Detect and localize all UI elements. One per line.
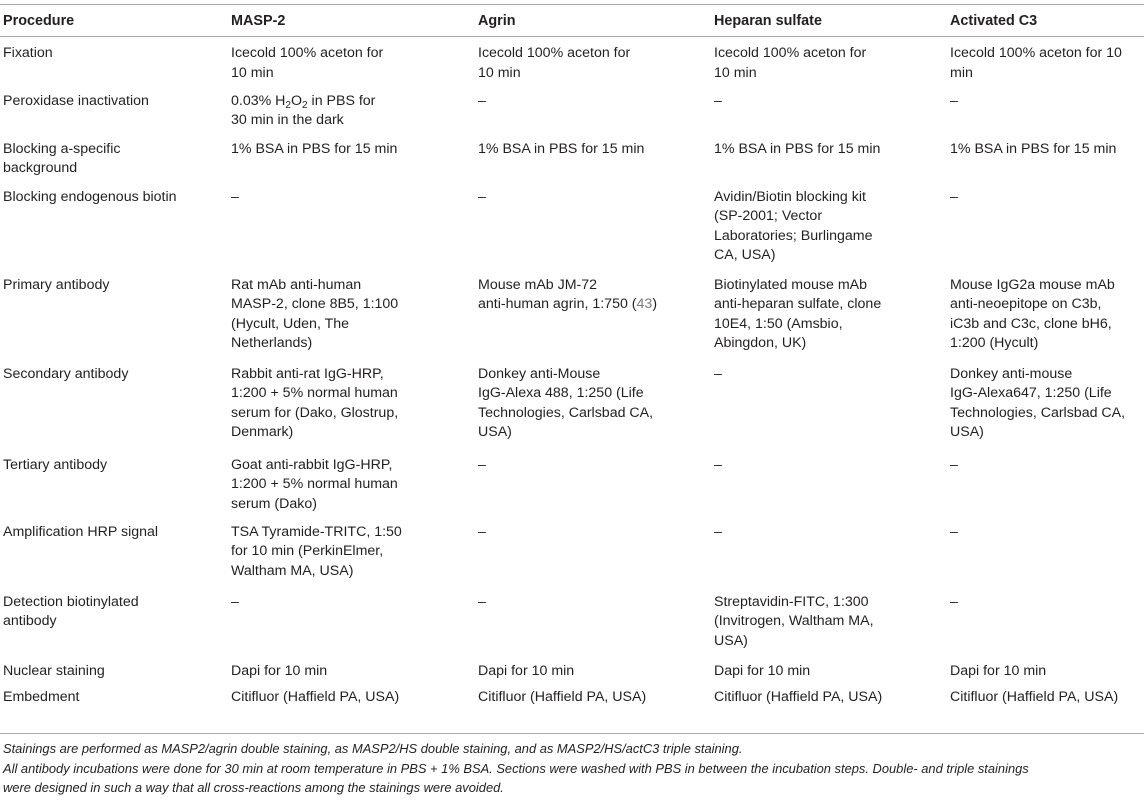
cell-line: 10E4, 1:50 (Amsbio, [714, 315, 843, 332]
cell-line: Waltham MA, USA) [231, 562, 354, 579]
cell-heparan-sulfate [711, 133, 947, 181]
cell-agrin [475, 586, 711, 655]
cell-activated-c3 [947, 516, 1144, 586]
cell-line: (Hycult, Uden, The [231, 315, 350, 332]
cell-line: for 10 min (PerkinElmer, [231, 543, 384, 559]
cell-line: Citifluor (Haffield PA, USA) [231, 689, 400, 705]
cell-procedure [0, 181, 228, 269]
cell-procedure [0, 681, 228, 708]
cell-line: CA, USA) [714, 247, 776, 263]
cell-heparan-sulfate [711, 358, 947, 449]
cell-activated-c3 [947, 358, 1144, 449]
cell-procedure [0, 358, 228, 449]
table-row [0, 133, 1144, 181]
cell-agrin [475, 655, 711, 682]
footnote-line: All antibody incubations were done for 30 min at room temperature in PBS + 1% BSA. Sections were washed with PBS in between the incubation steps. Double- and triple stainings [3, 760, 1029, 776]
cell-line: – [950, 92, 958, 109]
header-heparan-sulfate: Heparan sulfate [711, 5, 947, 37]
cell-line: serum for (Dako, Glostrup, [231, 404, 399, 421]
cell-line: – [478, 523, 486, 540]
table-row [0, 181, 1144, 269]
cell-line: – [714, 92, 722, 109]
cell-agrin [475, 85, 711, 133]
cell-line: – [478, 188, 486, 205]
cell-procedure [0, 269, 228, 358]
cell-activated-c3 [947, 681, 1144, 708]
cell-activated-c3 [947, 85, 1144, 133]
cell-procedure [0, 516, 228, 586]
cell-activated-c3 [947, 449, 1144, 516]
table-bottom-rule [0, 733, 1144, 734]
agrin-dilution-suffix: ) [652, 296, 658, 312]
cell-line: Goat anti-rabbit IgG-HRP, [231, 456, 393, 473]
table-body [0, 37, 1144, 708]
cell-line: Primary antibody [3, 276, 110, 293]
footnote [3, 739, 1143, 759]
table-row [0, 85, 1144, 133]
cell-masp2 [228, 133, 475, 181]
cell-line: IgG-Alexa 488, 1:250 (Life [478, 385, 644, 401]
cell-line: 1:200 + 5% normal human [231, 385, 398, 401]
cell-heparan-sulfate [711, 269, 947, 358]
cell-line: Citifluor (Haffield PA, USA) [478, 689, 647, 705]
cell-line: 1% BSA in PBS for 15 min [714, 140, 881, 157]
cell-line: (Invitrogen, Waltham MA, [714, 613, 874, 629]
table-row [0, 516, 1144, 586]
cell-line: Icecold 100% aceton for 10 [950, 45, 1122, 61]
peroxide-suffix: in PBS for [307, 92, 376, 109]
cell-procedure [0, 37, 228, 85]
cell-procedure [0, 133, 228, 181]
header-procedure: Procedure [0, 5, 228, 37]
agrin-dilution-text [478, 295, 711, 315]
footnote-line: Stainings are performed as MASP2/agrin double staining, as MASP2/HS double staining, and as MASP2/HS/actC3 triple staining. [3, 741, 743, 756]
cell-heparan-sulfate [711, 586, 947, 655]
cell-line: 10 min [714, 64, 757, 81]
header-activated-c3: Activated C3 [947, 5, 1144, 37]
footnote [3, 759, 1143, 798]
table-row [0, 358, 1144, 449]
cell-activated-c3 [947, 269, 1144, 358]
cell-line: Icecold 100% aceton for [231, 45, 384, 61]
cell-line: antibody [3, 613, 57, 629]
cell-line: USA) [714, 632, 748, 649]
cell-line: Nuclear staining [3, 662, 105, 679]
table-row [0, 269, 1144, 358]
cell-line: USA) [478, 424, 512, 440]
cell-line: Tertiary antibody [3, 456, 108, 473]
cell-line: Dapi for 10 min [714, 662, 811, 679]
cell-line: – [478, 92, 486, 109]
table-row [0, 655, 1144, 682]
cell-line: IgG-Alexa647, 1:250 (Life [950, 385, 1112, 401]
cell-line: Avidin/Biotin blocking kit [714, 188, 866, 205]
cell-line: Donkey anti-Mouse [478, 365, 601, 382]
peroxide-prefix: 0.03% H [231, 92, 286, 109]
cell-line: – [478, 593, 486, 610]
table-row [0, 586, 1144, 655]
cell-line: Blocking endogenous biotin [3, 188, 177, 205]
table-row [0, 449, 1144, 516]
staining-procedure-table [0, 4, 1144, 708]
cell-line: MASP-2, clone 8B5, 1:100 [231, 296, 399, 312]
cell-line: 30 min in the dark [231, 112, 344, 128]
cell-line: background [3, 160, 78, 176]
cell-line: – [950, 593, 958, 610]
cell-line: Netherlands) [231, 335, 313, 351]
cell-line: 1% BSA in PBS for 15 min [478, 140, 645, 157]
cell-line: Mouse IgG2a mouse mAb [950, 276, 1115, 293]
cell-masp2 [228, 358, 475, 449]
cell-masp2 [228, 681, 475, 708]
cell-heparan-sulfate [711, 181, 947, 269]
cell-agrin [475, 358, 711, 449]
cell-activated-c3 [947, 133, 1144, 181]
cell-agrin [475, 681, 711, 708]
cell-heparan-sulfate [711, 85, 947, 133]
cell-line: – [714, 523, 722, 540]
header-agrin: Agrin [475, 5, 711, 37]
cell-line: 1:200 (Hycult) [950, 335, 1039, 351]
cell-line: anti-neoepitope on C3b, [950, 296, 1102, 312]
cell-line: Biotinylated mouse mAb [714, 276, 867, 293]
header-masp2: MASP-2 [228, 5, 475, 37]
footnote-line: were designed in such a way that all cross-reactions among the stainings were avoided. [3, 780, 504, 795]
cell-line: Laboratories; Burlingame [714, 227, 873, 244]
cell-line: (SP-2001; Vector [714, 208, 823, 224]
cell-line: Blocking a-specific [3, 140, 121, 157]
cell-line: 1% BSA in PBS for 15 min [231, 140, 398, 157]
cell-line: Dapi for 10 min [478, 662, 575, 679]
cell-masp2 [228, 181, 475, 269]
cell-heparan-sulfate [711, 655, 947, 682]
cell-line: – [950, 523, 958, 540]
cell-line: Technologies, Carlsbad CA, [950, 404, 1126, 421]
cell-line: 1% BSA in PBS for 15 min [950, 140, 1117, 157]
cell-agrin [475, 516, 711, 586]
cell-heparan-sulfate [711, 449, 947, 516]
peroxide-subscript-o: 2 [302, 99, 308, 111]
cell-heparan-sulfate [711, 516, 947, 586]
cell-line: USA) [950, 424, 984, 440]
cell-line: Fixation [3, 45, 53, 61]
cell-heparan-sulfate [711, 681, 947, 708]
cell-line: Secondary antibody [3, 365, 129, 382]
cell-line: Rat mAb anti-human [231, 276, 362, 293]
cell-activated-c3 [947, 586, 1144, 655]
cell-line: Peroxidase inactivation [3, 92, 149, 109]
cell-line: 10 min [478, 64, 521, 81]
cell-procedure [0, 85, 228, 133]
cell-procedure [0, 655, 228, 682]
cell-line: Denmark) [231, 424, 294, 440]
cell-line: 1:200 + 5% normal human [231, 476, 398, 492]
cell-procedure [0, 449, 228, 516]
cell-masp2 [228, 37, 475, 85]
table-row [0, 681, 1144, 708]
cell-line: Embedment [3, 689, 80, 705]
cell-masp2 [228, 85, 475, 133]
reference-link[interactable]: 43 [636, 296, 653, 312]
cell-agrin [475, 449, 711, 516]
cell-line: – [231, 593, 239, 610]
cell-line: Dapi for 10 min [950, 662, 1047, 679]
cell-line: 10 min [231, 64, 274, 81]
cell-line: – [714, 365, 722, 382]
cell-line: iC3b and C3c, clone bH6, [950, 315, 1112, 332]
cell-line: Dapi for 10 min [231, 662, 328, 679]
cell-line: Technologies, Carlsbad CA, [478, 404, 654, 421]
cell-line: – [950, 456, 958, 473]
cell-masp2 [228, 655, 475, 682]
cell-agrin [475, 37, 711, 85]
table-row [0, 37, 1144, 85]
cell-line: Icecold 100% aceton for [714, 45, 867, 61]
cell-line: Donkey anti-mouse [950, 365, 1073, 382]
cell-line: – [231, 188, 239, 205]
cell-activated-c3 [947, 181, 1144, 269]
cell-line: serum (Dako) [231, 495, 317, 512]
cell-line: – [950, 188, 958, 205]
cell-line: Detection biotinylated [3, 593, 139, 610]
cell-line: Icecold 100% aceton for [478, 45, 631, 61]
cell-masp2 [228, 269, 475, 358]
cell-agrin [475, 269, 711, 358]
cell-line: Rabbit anti-rat IgG-HRP, [231, 365, 384, 382]
cell-line: Mouse mAb JM-72 [478, 276, 598, 293]
peroxide-subscript-h: 2 [285, 99, 291, 111]
cell-line: anti-heparan sulfate, clone [714, 296, 882, 312]
cell-line: TSA Tyramide-TRITC, 1:50 [231, 523, 402, 540]
cell-masp2 [228, 516, 475, 586]
peroxide-oxygen: O [290, 92, 303, 109]
cell-line: min [950, 64, 973, 81]
cell-line: Streptavidin-FITC, 1:300 [714, 593, 869, 610]
cell-line: Citifluor (Haffield PA, USA) [950, 689, 1119, 705]
cell-agrin [475, 133, 711, 181]
cell-agrin [475, 181, 711, 269]
cell-activated-c3 [947, 37, 1144, 85]
cell-masp2 [228, 449, 475, 516]
header-row [0, 5, 1144, 37]
cell-line: Abingdon, UK) [714, 335, 807, 351]
cell-heparan-sulfate [711, 37, 947, 85]
cell-line: Citifluor (Haffield PA, USA) [714, 689, 883, 705]
peroxide-text [231, 92, 475, 112]
cell-line: Amplification HRP signal [3, 523, 159, 540]
agrin-dilution-prefix: anti-human agrin, 1:750 ( [478, 296, 637, 312]
cell-masp2 [228, 586, 475, 655]
cell-activated-c3 [947, 655, 1144, 682]
cell-procedure [0, 586, 228, 655]
cell-line: – [714, 456, 722, 473]
table-footnotes [3, 739, 1143, 798]
cell-line: – [478, 456, 486, 473]
